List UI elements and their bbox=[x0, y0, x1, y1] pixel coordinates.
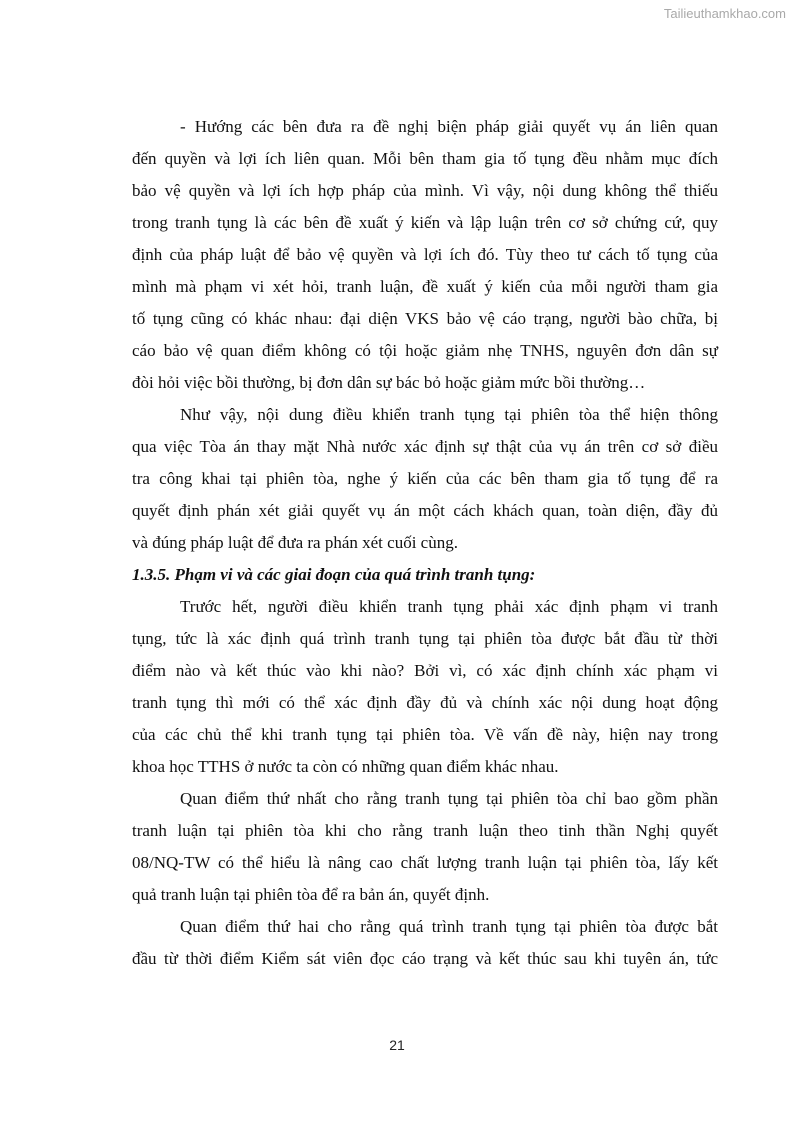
text-line: tra công khai tại phiên tòa, nghe ý kiến của các bên tham gia tố tụng để ra bbox=[132, 469, 718, 488]
text-line: - Hướng các bên đưa ra đề nghị biện pháp giải quyết vụ án liên quan bbox=[180, 117, 718, 136]
text-line: tranh tụng thì mới có thể xác định đầy đủ và chính xác nội dung hoạt động bbox=[132, 693, 718, 712]
text-line: khoa học TTHS ở nước ta còn có những quan điểm khác nhau. bbox=[132, 757, 559, 776]
text-line: tố tụng cũng có khác nhau: đại diện VKS bảo vệ cáo trạng, người bào chữa, bị bbox=[132, 309, 718, 328]
text-line: quyết định phán xét giải quyết vụ án một cách khách quan, toàn diện, đầy đủ bbox=[132, 501, 718, 520]
document-body bbox=[132, 111, 718, 975]
page-number: 21 bbox=[389, 1037, 405, 1053]
watermark-text: Tailieuthamkhao.com bbox=[663, 6, 786, 21]
text-line: cáo bảo vệ quan điểm không có tội hoặc giảm nhẹ TNHS, nguyên đơn dân sự bbox=[132, 341, 718, 360]
paragraph-3 bbox=[132, 591, 718, 783]
paragraph-2 bbox=[132, 399, 718, 559]
text-line: điểm nào và kết thúc vào khi nào? Bởi vì, có xác định chính xác phạm vi bbox=[132, 661, 718, 680]
text-line: bảo vệ quyền và lợi ích hợp pháp của mình. Vì vậy, nội dung không thể thiếu bbox=[132, 181, 718, 200]
text-line: đến quyền và lợi ích liên quan. Mỗi bên tham gia tố tụng đều nhằm mục đích bbox=[132, 149, 718, 168]
text-line: và đúng pháp luật để đưa ra phán xét cuối cùng. bbox=[132, 533, 458, 552]
text-line: Quan điểm thứ hai cho rằng quá trình tranh tụng tại phiên tòa được bắt bbox=[180, 917, 718, 936]
text-line: của các chủ thể khi tranh tụng tại phiên tòa. Về vấn đề này, hiện nay trong bbox=[132, 725, 718, 744]
text-line: định của pháp luật để bảo vệ quyền và lợi ích đó. Tùy theo tư cách tố tụng của bbox=[132, 245, 718, 264]
paragraph-1 bbox=[132, 111, 718, 399]
text-line: tranh luận tại phiên tòa khi cho rằng tranh luận theo tinh thần Nghị quyết bbox=[132, 821, 718, 840]
text-line: tụng, tức là xác định quá trình tranh tụng tại phiên tòa được bắt đầu từ thời bbox=[132, 629, 718, 648]
text-line: Quan điểm thứ nhất cho rằng tranh tụng tại phiên tòa chỉ bao gồm phần bbox=[180, 789, 718, 808]
text-line: đòi hỏi việc bồi thường, bị đơn dân sự bác bỏ hoặc giảm mức bồi thường… bbox=[132, 373, 646, 392]
text-line: trong tranh tụng là các bên đề xuất ý kiến và lập luận trên cơ sở chứng cứ, quy bbox=[132, 213, 718, 232]
text-line: Như vậy, nội dung điều khiển tranh tụng tại phiên tòa thể hiện thông bbox=[180, 405, 718, 424]
text-line: đầu từ thời điểm Kiểm sát viên đọc cáo trạng và kết thúc sau khi tuyên án, tức bbox=[132, 949, 718, 968]
text-line: 08/NQ-TW có thể hiểu là nâng cao chất lượng tranh luận tại phiên tòa, lấy kết bbox=[132, 853, 718, 872]
paragraph-4 bbox=[132, 783, 718, 911]
text-line: qua việc Tòa án thay mặt Nhà nước xác định sự thật của vụ án trên cơ sở điều bbox=[132, 437, 718, 456]
text-line: Trước hết, người điều khiển tranh tụng phải xác định phạm vi tranh bbox=[180, 597, 718, 616]
text-line: mình mà phạm vi xét hỏi, tranh luận, đề xuất ý kiến của mỗi người tham gia bbox=[132, 277, 718, 296]
text-line: quả tranh luận tại phiên tòa để ra bản án, quyết định. bbox=[132, 885, 490, 904]
paragraph-5 bbox=[132, 911, 718, 975]
section-heading: 1.3.5. Phạm vi và các giai đoạn của quá trình tranh tụng: bbox=[132, 565, 536, 584]
